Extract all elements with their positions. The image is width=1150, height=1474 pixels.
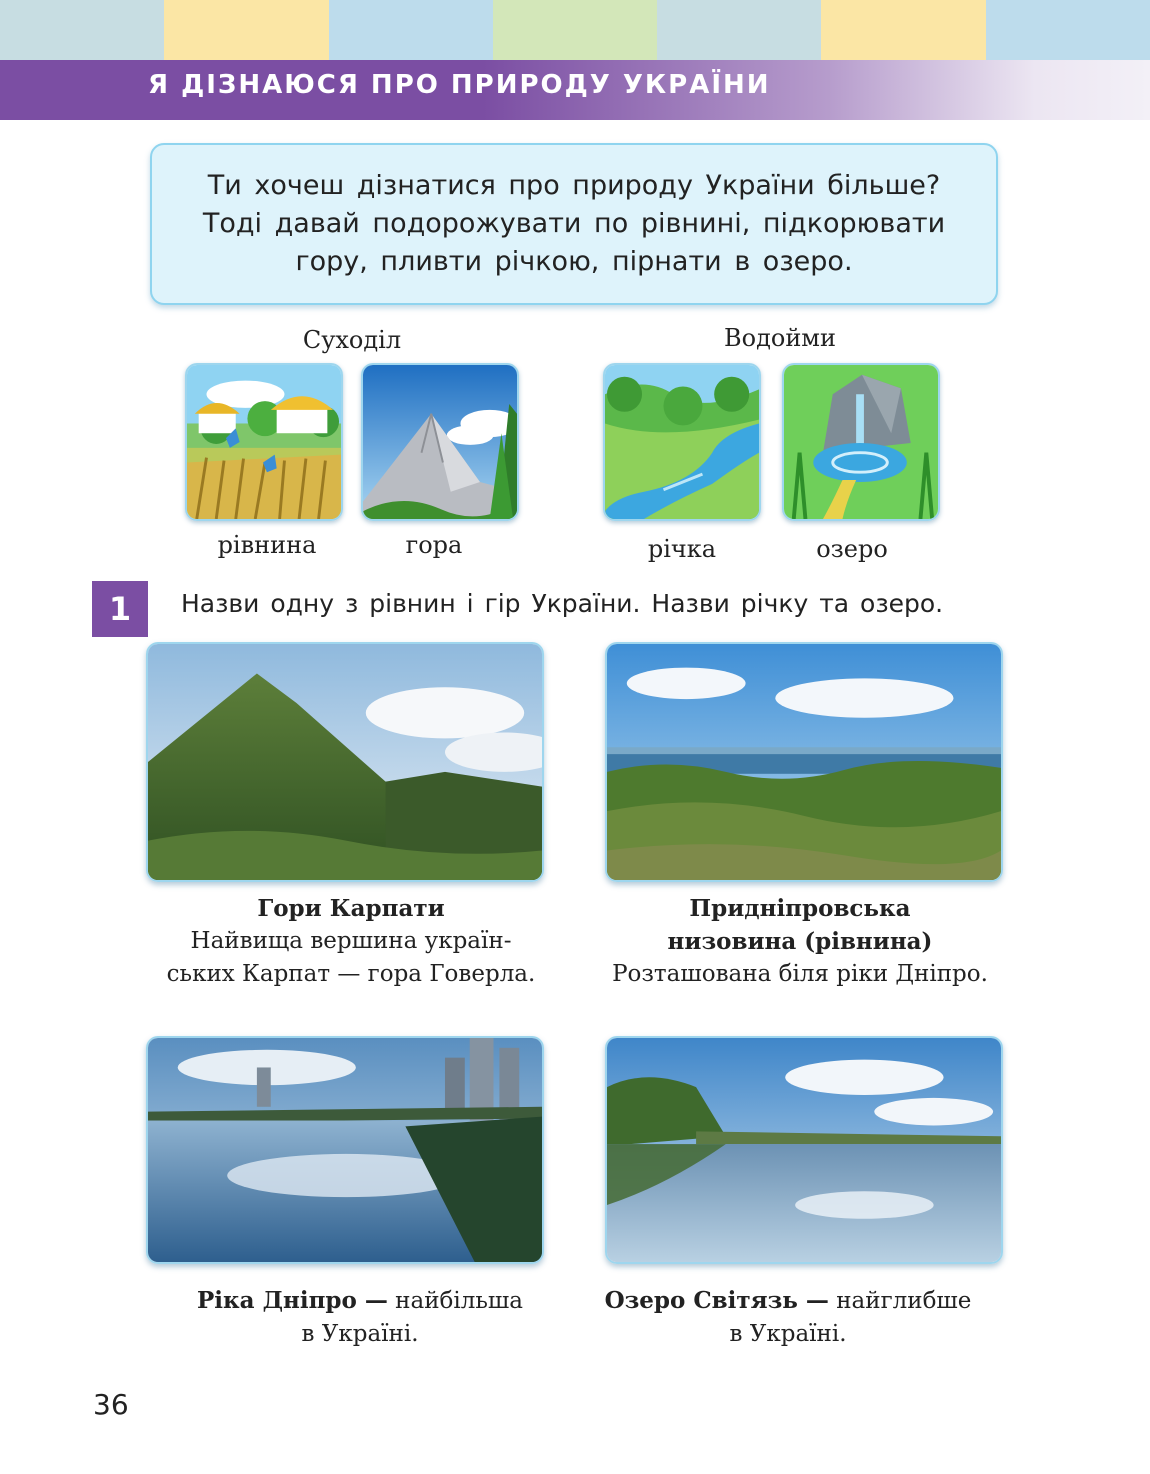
- dnipro-river-photo: [146, 1036, 544, 1264]
- land-group-title: Суходіл: [302, 326, 402, 354]
- svitiaz-lake-photo: [605, 1036, 1003, 1264]
- dnipro-river-line-2: в Україні.: [301, 1321, 419, 1347]
- page-number: 36: [93, 1388, 129, 1421]
- river-icon: [605, 365, 759, 519]
- lowland-caption: [580, 892, 1020, 991]
- stripe: [821, 0, 985, 60]
- plain-label: рівнина: [217, 531, 317, 559]
- lowland-line-1: Розташована біля ріки Дніпро.: [612, 961, 988, 987]
- water-group-title: Водойми: [724, 324, 836, 352]
- mountain-photo-image: [148, 644, 542, 880]
- carpathians-line-2: ських Карпат — гора Говерла.: [166, 961, 536, 987]
- lake-photo-image: [607, 1038, 1001, 1262]
- task-text: Назви одну з рівнин і гір України. Назви річку та озеро.: [181, 589, 944, 618]
- carpathians-photo: [146, 642, 544, 882]
- svitiaz-rest: найглибше: [836, 1288, 972, 1314]
- dnipro-river-title: Ріка Дніпро —: [197, 1287, 388, 1314]
- svitiaz-line-2: в Україні.: [729, 1321, 847, 1347]
- stripe: [0, 0, 164, 60]
- dnipro-river-line-1: [150, 1284, 570, 1318]
- intro-text: Ти хочеш дізнатися про природу України більше? Тоді давай подорожувати по рівнині, підкорювати гору, пливти річкою, пірнати в озеро.: [202, 170, 946, 277]
- stripe: [493, 0, 657, 60]
- carpathians-line-1: Найвища вершина україн-: [190, 928, 512, 954]
- plain-icon: [187, 365, 341, 519]
- intro-box: [150, 143, 998, 305]
- stripe: [986, 0, 1150, 60]
- carpathians-caption: [136, 892, 566, 991]
- river-tile: [603, 363, 761, 521]
- top-color-stripes: [0, 0, 1150, 60]
- mountain-label: гора: [405, 531, 463, 559]
- lowland-title-line-2: низовина (рівнина): [667, 928, 933, 955]
- dnipro-river-rest: найбільша: [395, 1288, 523, 1314]
- carpathians-title: Гори Карпати: [257, 895, 445, 922]
- task-number-badge: 1: [92, 581, 148, 637]
- mountain-icon: [363, 365, 517, 519]
- dnipro-lowland-photo: [605, 642, 1003, 882]
- lake-tile: [782, 363, 940, 521]
- lake-label: озеро: [816, 535, 888, 563]
- section-header: [0, 60, 1150, 120]
- river-label: річка: [647, 535, 717, 563]
- stripe: [164, 0, 328, 60]
- svitiaz-title: Озеро Світязь —: [604, 1287, 829, 1314]
- lake-icon: [784, 365, 938, 519]
- mountain-tile: [361, 363, 519, 521]
- section-title: Я ДІЗНАЮСЯ ПРО ПРИРОДУ УКРАЇНИ: [148, 70, 771, 100]
- svitiaz-caption: [578, 1284, 998, 1351]
- stripe: [657, 0, 821, 60]
- river-photo-image: [148, 1038, 542, 1262]
- dnipro-river-caption: [150, 1284, 570, 1351]
- stripe: [329, 0, 493, 60]
- plain-tile: [185, 363, 343, 521]
- lowland-title-line-1: Придніпровська: [689, 895, 911, 922]
- lowland-photo-image: [607, 644, 1001, 880]
- svitiaz-line-1: [578, 1284, 998, 1318]
